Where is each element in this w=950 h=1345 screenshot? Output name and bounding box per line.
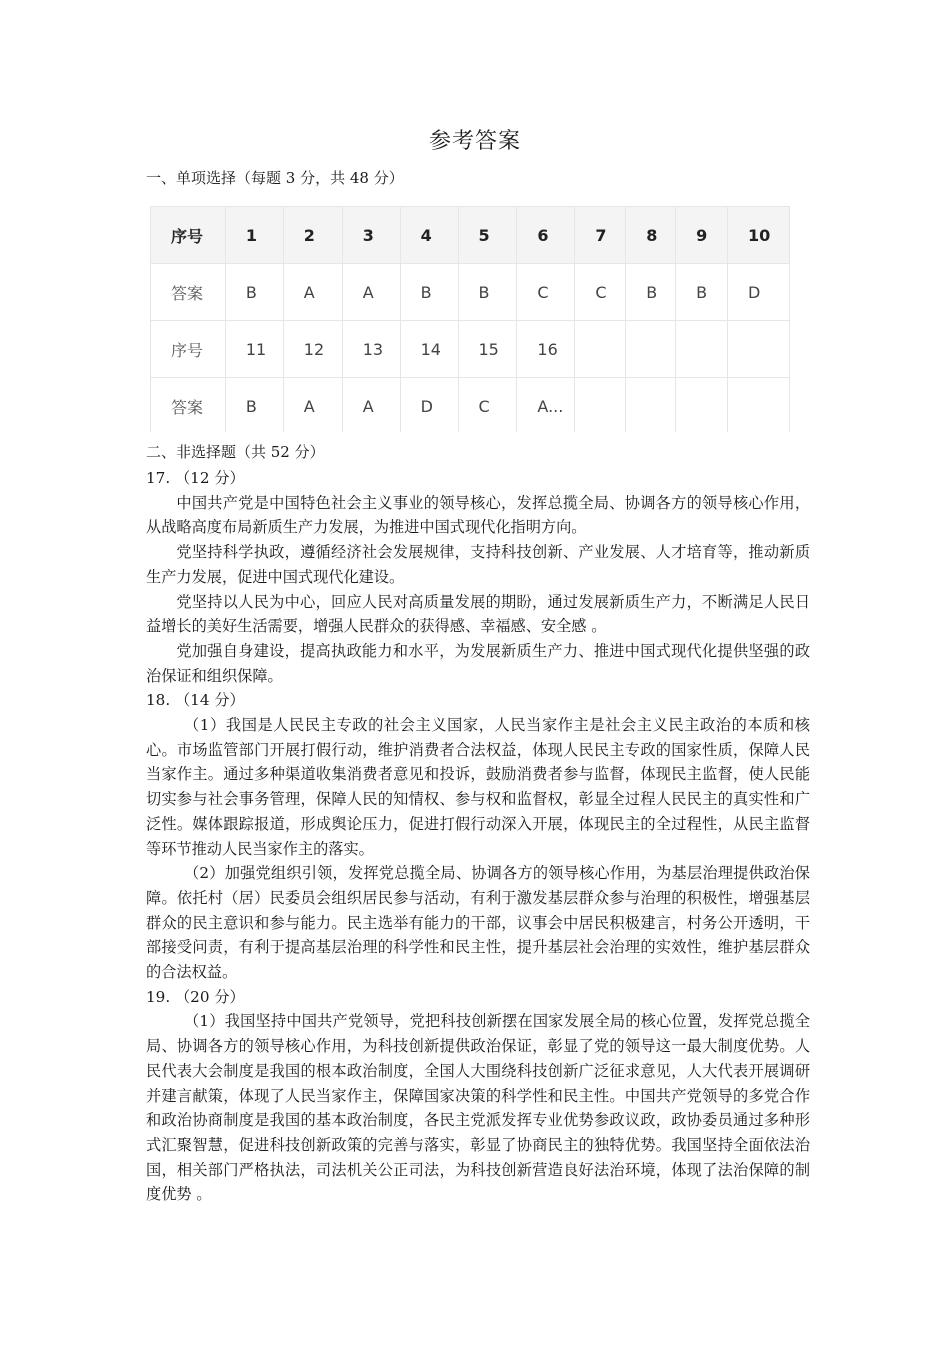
question-number-cell: 12 (283, 321, 342, 378)
question-number-cell: 14 (400, 321, 458, 378)
answer-cell (728, 378, 790, 433)
q18-paragraph: （1）我国是人民民主专政的社会主义国家，人民当家作主是社会主义民主政治的本质和核心。市场监管部门开展打假行动，维护消费者合法权益，体现人民民主专政的国家性质，保障人民当家作主。通过多种渠道收集消费者意见和投诉，鼓励消费者参与监督，体现民主监督，使人民能切实参与社会事务管理，保障人民的知情权、参与权和监督权，彰显全过程人民民主的真实性和广泛性。媒体跟踪报道，形成舆论压力，促进打假行动深入开展，体现民主的全过程性，从民主监督等环节推动人民当家作主的落实。 (146, 716, 810, 858)
q18-paragraph: （2）加强党组织引领，发挥党总揽全局、协调各方的领导核心作用，为基层治理提供政治保障。依托村（居）民委员会组织居民参与活动，有利于激发基层群众参与治理的积极性，增强基层群众的民主意识和参与能力。民主选举有能力的干部，议事会中居民积极建言，村务公开透明，干部接受问责，有利于提高基层治理的科学性和民主性，提升基层社会治理的实效性，维护基层群众的合法权益。 (146, 864, 810, 982)
question-number-cell: 4 (400, 207, 458, 264)
question-number-cell: 8 (626, 207, 676, 264)
question-number-cell (728, 321, 790, 378)
q17-paragraph: 中国共产党是中国特色社会主义事业的领导核心，发挥总揽全局、协调各方的领导核心作用，从战略高度布局新质生产力发展，为推进中国式现代化指明方向。 (146, 493, 810, 537)
q18-label: 18. （14 分） (146, 691, 245, 710)
question-number-cell: 6 (517, 207, 575, 264)
question-number-cell: 5 (458, 207, 517, 264)
answers-body (146, 466, 810, 1207)
answer-cell (676, 378, 728, 433)
answer-cell: B (626, 264, 676, 321)
answer-grid (150, 206, 790, 432)
answer-cell: A... (517, 378, 575, 433)
answer-grid-row (151, 321, 790, 378)
row-label-cell: 答案 (151, 264, 226, 321)
question-number-cell (676, 321, 728, 378)
answer-cell: C (458, 378, 517, 433)
answer-cell: D (728, 264, 790, 321)
question-number-cell: 16 (517, 321, 575, 378)
answer-grid-row (151, 264, 790, 321)
question-number-cell: 13 (342, 321, 400, 378)
q17-paragraph: 党加强自身建设，提高执政能力和水平，为发展新质生产力、推进中国式现代化提供坚强的政治保证和组织保障。 (146, 641, 810, 685)
question-number-cell: 2 (283, 207, 342, 264)
answer-cell: B (400, 264, 458, 321)
question-number-cell: 9 (676, 207, 728, 264)
answer-cell: B (225, 378, 283, 433)
answer-cell (626, 378, 676, 433)
answer-cell: A (342, 378, 400, 433)
answer-grid-row (151, 378, 790, 433)
answer-cell (575, 378, 626, 433)
question-number-cell: 7 (575, 207, 626, 264)
question-number-cell: 10 (728, 207, 790, 264)
answer-table (150, 206, 790, 432)
answer-cell: C (517, 264, 575, 321)
answer-cell: A (283, 264, 342, 321)
answer-cell: B (676, 264, 728, 321)
answer-cell: B (225, 264, 283, 321)
answer-cell: C (575, 264, 626, 321)
answer-cell: D (400, 378, 458, 433)
question-number-cell: 3 (342, 207, 400, 264)
page-title: 参考答案 (428, 129, 521, 154)
answer-grid-row (151, 207, 790, 264)
row-label-cell: 序号 (151, 321, 226, 378)
q17-label: 17. （12 分） (146, 469, 245, 487)
question-number-cell (575, 321, 626, 378)
q19-label: 19. （20 分） (146, 987, 245, 1006)
section1-heading: 一、单项选择（每题 3 分，共 48 分） (146, 169, 404, 187)
question-number-cell: 11 (225, 321, 283, 378)
row-label-cell: 序号 (151, 207, 226, 264)
question-number-cell: 1 (225, 207, 283, 264)
q19-paragraph: （1）我国坚持中国共产党领导，党把科技创新摆在国家发展全局的核心位置，发挥党总揽全局、协调各方的领导核心作用，为科技创新提供政治保证，彰显了党的领导这一最大制度优势。人民代表大会制度是我国的根本政治制度，全国人大围绕科技创新广泛征求意见，人大代表开展调研并建言献策，体现了人民当家作主，保障国家决策的科学性和民主性。中国共产党领导的多党合作和政治协商制度是我国的基本政治制度，各民主党派发挥专业优势参政议政，政协委员通过多种形式汇聚智慧，促进科技创新政策的完善与落实，彰显了协商民主的独特优势。我国坚持全面依法治国，相关部门严格执法，司法机关公正司法，为科技创新营造良好法治环境，体现了法治保障的制度优势 。 (146, 1012, 810, 1204)
q17-paragraph: 党坚持以人民为中心，回应人民对高质量发展的期盼，通过发展新质生产力，不断满足人民日益增长的美好生活需要，增强人民群众的获得感、幸福感、安全感 。 (146, 592, 810, 636)
answer-cell: B (458, 264, 517, 321)
question-number-cell (626, 321, 676, 378)
section2-heading: 二、非选择题（共 52 分） (146, 443, 325, 461)
row-label-cell: 答案 (151, 378, 226, 433)
q17-paragraph: 党坚持科学执政，遵循经济社会发展规律，支持科技创新、产业发展、人才培育等，推动新质生产力发展，促进中国式现代化建设。 (146, 543, 810, 586)
answer-cell: A (342, 264, 400, 321)
answer-cell: A (283, 378, 342, 433)
question-number-cell: 15 (458, 321, 517, 378)
